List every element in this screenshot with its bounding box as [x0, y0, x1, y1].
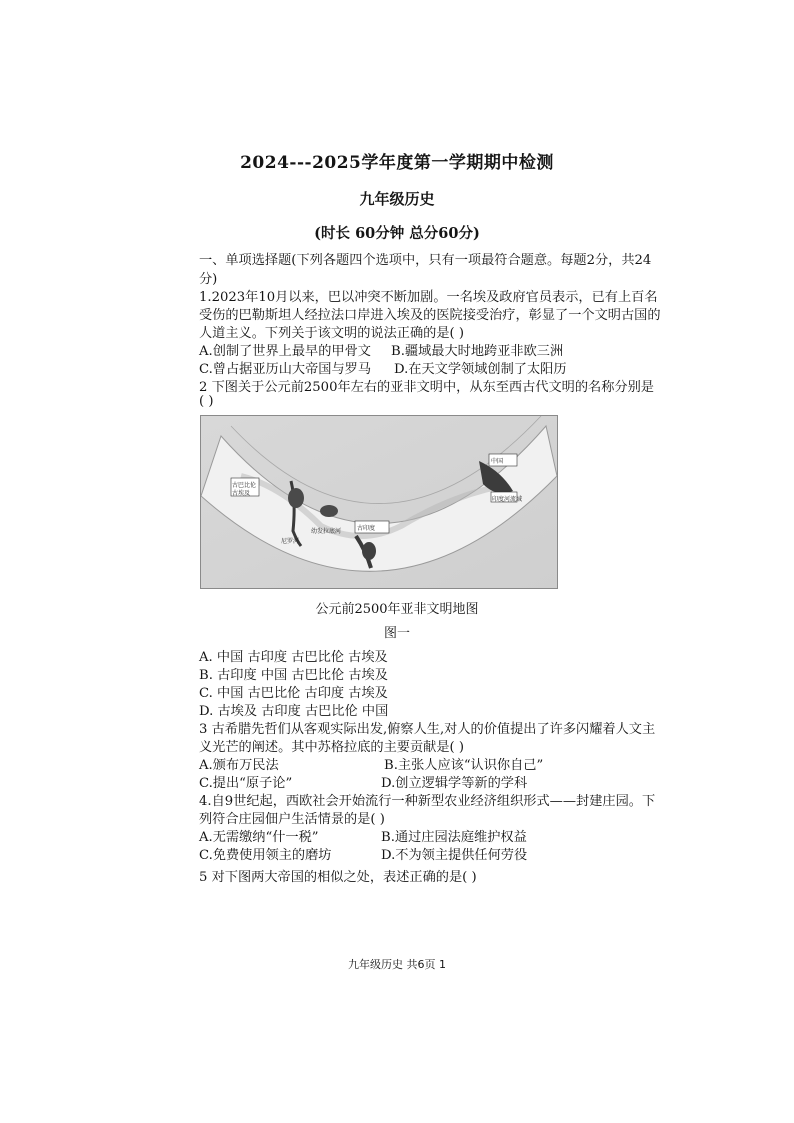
- question-1-option-d: D.在天文学领域创制了太阳历: [394, 362, 567, 377]
- map-label: 幼发拉底河: [311, 528, 342, 535]
- question-2-stem: 2 下图关于公元前2500年左右的亚非文明中，从东至西古代文明的名称分别是: [199, 380, 654, 395]
- civilization-map: [200, 415, 558, 589]
- india-region: [362, 542, 376, 560]
- question-3-stem: 3 古希腊先哲们从客观实际出发,俯察人生,对人的价值提出了许多闪耀着人文主: [199, 722, 656, 737]
- exam-meta: (时长 60分钟 总分60分): [314, 225, 480, 242]
- map-label: 中国: [491, 458, 504, 465]
- babylon-region: [320, 505, 338, 517]
- question-3-stem: 义光芒的阐述。其中苏格拉底的主要贡献是( ): [199, 740, 465, 755]
- question-4-option-c: C.免费使用领主的磨坊: [199, 848, 332, 863]
- section-heading: 一、单项选择题(下列各题四个选项中，只有一项最符合题意。每题2分，共24: [199, 253, 652, 268]
- page-footer: 九年级历史 共6页 1: [348, 958, 446, 971]
- question-1-option-a: A.创制了世界上最早的甲骨文: [199, 344, 371, 359]
- question-5-stem: 5 对下图两大帝国的相似之处，表述正确的是( ): [199, 870, 477, 885]
- map-label: 古印度: [357, 525, 376, 532]
- question-1-stem: 受伤的巴勒斯坦人经拉法口岸进入埃及的医院接受治疗，彰显了一个文明古国的: [199, 308, 661, 323]
- exam-title: 2024---2025学年度第一学期期中检测: [240, 153, 554, 173]
- question-1-option-b: B.疆域最大时地跨亚非欧三洲: [391, 344, 564, 359]
- question-3-option-d: D.创立逻辑学等新的学科: [381, 776, 528, 791]
- question-4-option-d: D.不为领主提供任何劳役: [381, 848, 528, 863]
- exam-subject: 九年级历史: [359, 190, 435, 208]
- question-4-option-b: B.通过庄园法庭维护权益: [381, 830, 527, 845]
- question-2-option-d: D. 古埃及 古印度 古巴比伦 中国: [199, 704, 389, 719]
- map-label: 古巴比伦: [232, 482, 257, 489]
- question-4-option-a: A.无需缴纳“什一税”: [199, 830, 319, 845]
- section-heading-cont: 分): [199, 272, 218, 287]
- map-label: 古埃及: [232, 490, 251, 497]
- map-label: 尼罗河: [281, 538, 300, 545]
- question-4-stem: 列符合庄园佃户生活情景的是( ): [199, 812, 385, 827]
- figure-caption: 公元前2500年亚非文明地图: [315, 602, 479, 617]
- question-3-option-c: C.提出“原子论”: [199, 776, 293, 791]
- question-4-stem: 4.自9世纪起，西欧社会开始流行一种新型农业经济组织形式——封建庄园。下: [199, 794, 656, 809]
- question-1-stem: 1.2023年10月以来，巴以冲突不断加剧。一名埃及政府官员表示，已有上百名: [199, 290, 658, 305]
- question-2-option-c: C. 中国 古巴比伦 古印度 古埃及: [199, 686, 388, 701]
- question-3-option-a: A.颁布万民法: [199, 758, 279, 773]
- question-2-option-a: A. 中国 古印度 古巴比伦 古埃及: [199, 650, 388, 665]
- question-3-option-b: B.主张人应该“认识你自己”: [384, 758, 544, 773]
- question-1-option-c: C.曾占据亚历山大帝国与罗马: [199, 362, 372, 377]
- question-2-stem: ( ): [199, 394, 214, 409]
- question-1-stem: 人道主义。下列关于该文明的说法正确的是( ): [199, 326, 465, 341]
- egypt-region: [288, 488, 304, 508]
- figure-label: 图一: [383, 626, 410, 641]
- question-2-option-b: B. 古印度 中国 古巴比伦 古埃及: [199, 668, 388, 683]
- map-label: 印度河流域: [492, 496, 523, 503]
